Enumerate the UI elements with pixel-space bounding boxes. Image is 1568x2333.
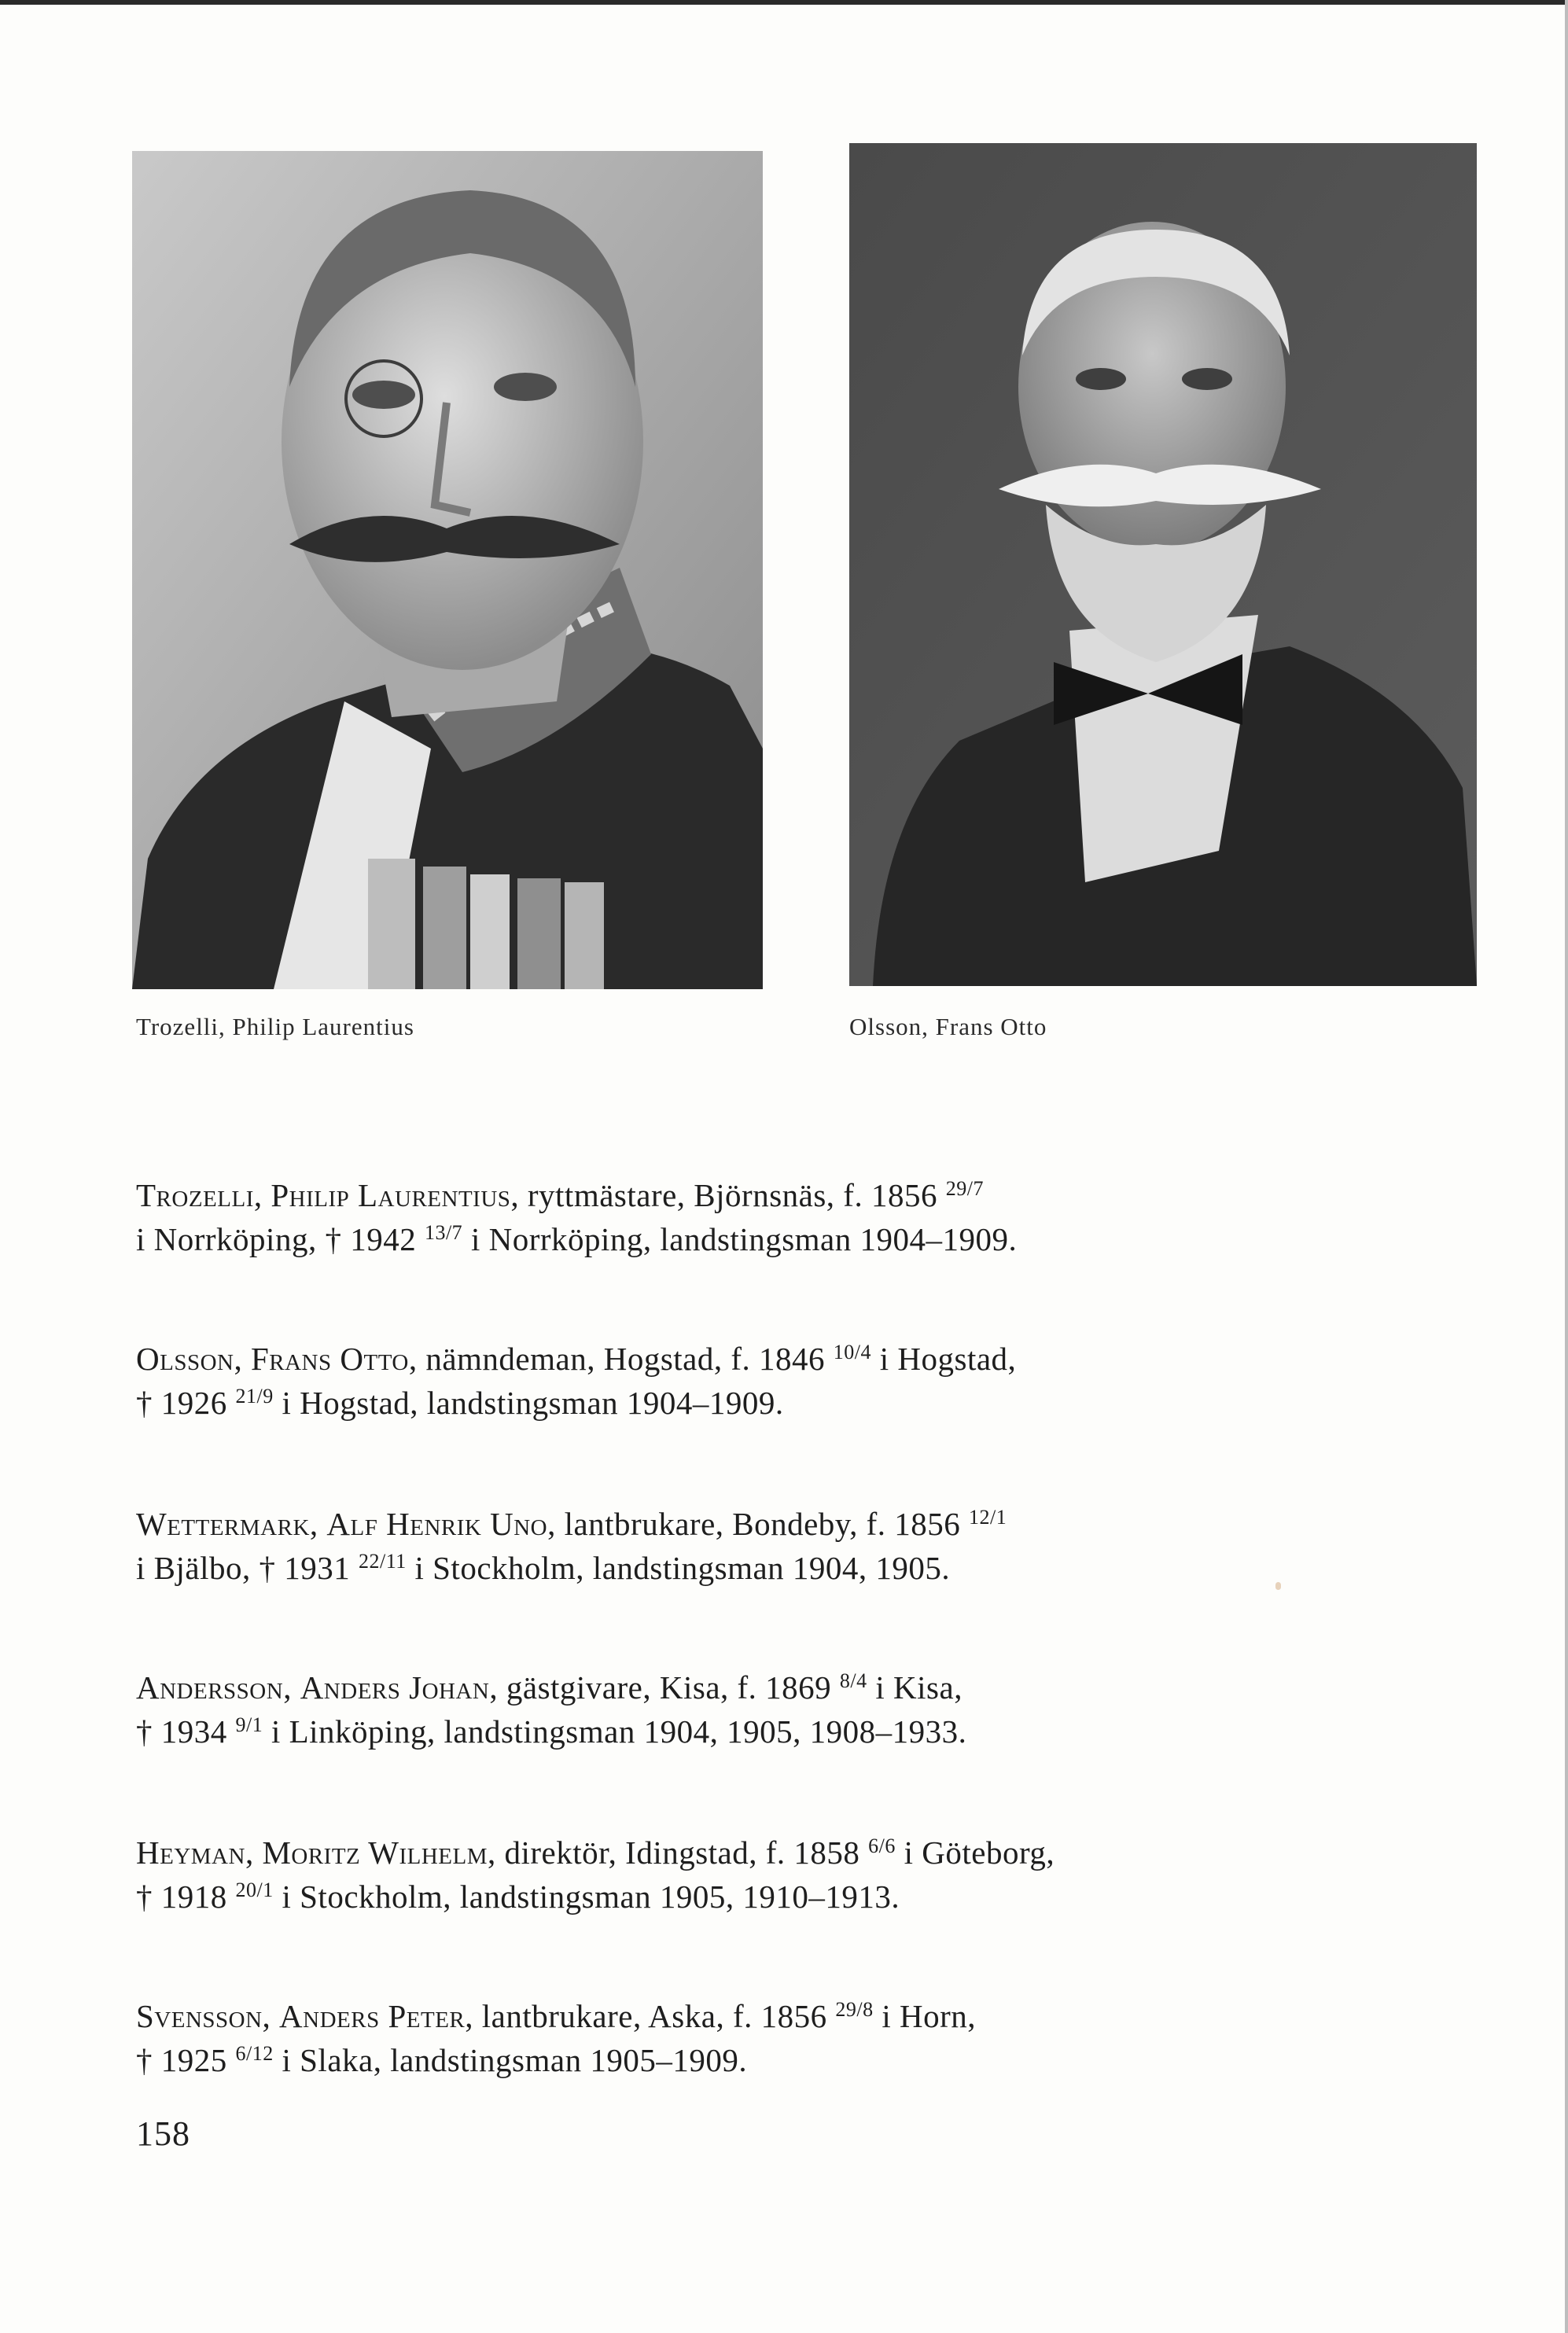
- entry-line: [136, 1665, 1316, 1709]
- biography-entry: [136, 1831, 1316, 1919]
- entry-text: i Kisa,: [875, 1669, 963, 1706]
- death-year: 1942: [350, 1221, 417, 1257]
- birth-date-fraction: 6/6: [868, 1834, 896, 1857]
- portrait-photo-trozelli: [132, 151, 763, 989]
- entry-line: [136, 1709, 1316, 1753]
- paper-speck: [1275, 1582, 1281, 1590]
- portrait-photo-olsson: [849, 143, 1477, 986]
- death-year: 1926: [160, 1385, 227, 1421]
- entry-text: i Hogstad,: [879, 1341, 1017, 1377]
- caption-right: Olsson, Frans Otto: [849, 1013, 1047, 1040]
- entry-text: i Norrköping, landstingsman 1904–1909.: [470, 1221, 1018, 1257]
- entry-surname: Heyman,: [136, 1834, 254, 1871]
- death-year: 1931: [284, 1550, 351, 1586]
- entry-text: i Göteborg,: [904, 1834, 1055, 1871]
- death-date-fraction: 21/9: [235, 1385, 274, 1408]
- birth-date-fraction: 8/4: [839, 1669, 867, 1692]
- death-year: 1918: [160, 1879, 227, 1915]
- death-date-fraction: 22/11: [358, 1550, 407, 1573]
- entry-text: i Hogstad, landstingsman 1904–1909.: [282, 1385, 784, 1421]
- entry-text: ryttmästare, Björnsnäs, f. 1856: [527, 1177, 937, 1213]
- entry-given-names: Frans Otto,: [250, 1341, 418, 1377]
- entry-text: i Norrköping,: [136, 1221, 317, 1257]
- entry-surname: Svensson,: [136, 1998, 271, 2034]
- biography-entry: [136, 1337, 1316, 1425]
- death-year: 1934: [160, 1713, 227, 1750]
- entry-text: i Linköping, landstingsman 1904, 1905, 1908–1933.: [271, 1713, 967, 1750]
- entry-surname: Olsson,: [136, 1341, 243, 1377]
- entry-text: lantbrukare, Bondeby, f. 1856: [564, 1506, 961, 1542]
- dagger-symbol: †: [325, 1221, 342, 1257]
- dagger-symbol: †: [136, 1385, 153, 1421]
- entry-text: i Bjälbo,: [136, 1550, 251, 1586]
- entry-line: [136, 1502, 1316, 1546]
- entry-line: [136, 1337, 1316, 1381]
- entry-line: [136, 1546, 1316, 1590]
- death-date-fraction: 13/7: [424, 1221, 463, 1244]
- dagger-symbol: †: [259, 1550, 276, 1586]
- dagger-symbol: †: [136, 1713, 153, 1750]
- birth-date-fraction: 10/4: [833, 1341, 872, 1363]
- entry-surname: Wettermark,: [136, 1506, 318, 1542]
- biography-entry: [136, 1665, 1316, 1753]
- entry-given-names: Philip Laurentius,: [271, 1177, 520, 1213]
- birth-date-fraction: 29/7: [945, 1177, 984, 1200]
- entry-line: [136, 1381, 1316, 1425]
- death-date-fraction: 9/1: [235, 1713, 263, 1736]
- entry-given-names: Alf Henrik Uno,: [326, 1506, 556, 1542]
- entry-line: [136, 1173, 1316, 1217]
- entry-line: [136, 1831, 1316, 1875]
- entry-given-names: Anders Johan,: [300, 1669, 499, 1706]
- entry-text: nämndeman, Hogstad, f. 1846: [425, 1341, 826, 1377]
- entry-line: [136, 1994, 1316, 2038]
- dagger-symbol: †: [136, 2042, 153, 2078]
- entry-line: [136, 1875, 1316, 1919]
- scan-top-border: [0, 0, 1568, 5]
- entry-text: gästgivare, Kisa, f. 1869: [506, 1669, 832, 1706]
- entry-text: i Stockholm, landstingsman 1904, 1905.: [414, 1550, 951, 1586]
- scan-right-border: [1565, 0, 1568, 2333]
- entry-line: [136, 2038, 1316, 2082]
- death-year: 1925: [160, 2042, 227, 2078]
- caption-left: Trozelli, Philip Laurentius: [136, 1013, 414, 1040]
- death-date-fraction: 6/12: [235, 2042, 274, 2065]
- entry-text: i Stockholm, landstingsman 1905, 1910–1913.: [282, 1879, 900, 1915]
- birth-date-fraction: 29/8: [835, 1998, 874, 2021]
- entry-given-names: Anders Peter,: [279, 1998, 474, 2034]
- biography-entry: [136, 1173, 1316, 1261]
- entry-text: direktör, Idingstad, f. 1858: [504, 1834, 860, 1871]
- entry-surname: Trozelli,: [136, 1177, 263, 1213]
- entry-text: i Horn,: [882, 1998, 976, 2034]
- dagger-symbol: †: [136, 1879, 153, 1915]
- entry-text: i Slaka, landstingsman 1905–1909.: [282, 2042, 748, 2078]
- entry-line: [136, 1217, 1316, 1261]
- page-number: 158: [136, 2114, 190, 2153]
- biography-entry: [136, 1502, 1316, 1590]
- birth-date-fraction: 12/1: [969, 1506, 1007, 1529]
- biography-entry: [136, 1994, 1316, 2082]
- entry-surname: Andersson,: [136, 1669, 292, 1706]
- entry-text: lantbrukare, Aska, f. 1856: [481, 1998, 827, 2034]
- death-date-fraction: 20/1: [235, 1879, 274, 1901]
- entry-given-names: Moritz Wilhelm,: [262, 1834, 496, 1871]
